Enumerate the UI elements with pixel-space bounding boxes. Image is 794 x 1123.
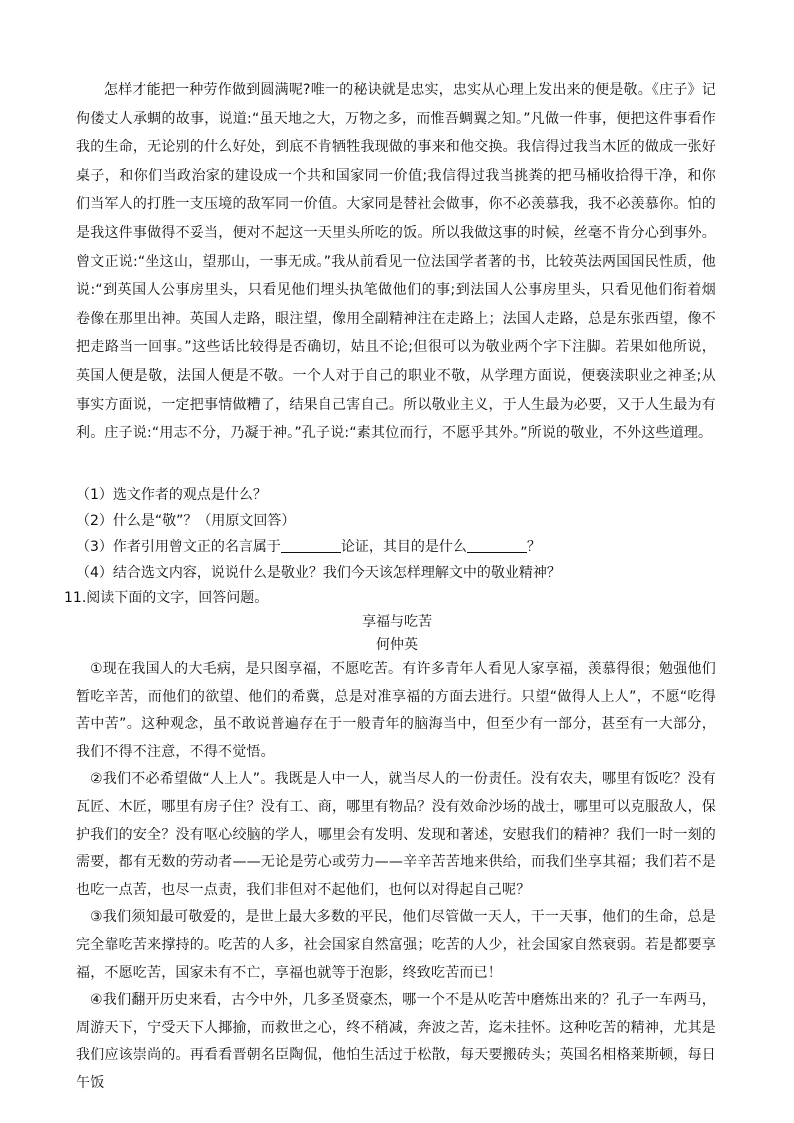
question-3-part-b: 论证，其目的是什么 [340, 539, 467, 555]
answer-blank [467, 538, 527, 553]
article-body [76, 656, 716, 1098]
article-paragraph-3: ③我们须知最可敬爱的，是世上最大多数的平民，他们尽管做一天人，干一天事，他们的生命，总是完全靠吃苦来撑持的。吃苦的人多，社会国家自然富强；吃苦的人少，社会国家自然衰弱。若是都要享福，不愿吃苦，国家未有不亡，享福也就等于泡影，终致吃苦而已！ [76, 909, 716, 981]
article-paragraph-4: ④我们翻开历史来看，古今中外，几多圣贤豪杰，哪一个不是从吃苦中磨炼出来的？孔子一车两马，周游天下，宁受天下人揶揄，而救世之心，终不稍减，奔波之苦，迄未挂怀。这种吃苦的精神，尤其是我们应该崇尚的。再看看晋朝名臣陶侃，他怕生活过于松散，每天要搬砖头；英国名相格莱斯顿，每日午饭 [76, 992, 716, 1091]
article-title: 享福与吃苦 [362, 614, 432, 630]
question-3-part-a: （3）作者引用曾文正的名言属于 [76, 539, 281, 555]
article-paragraph-2: ②我们不必希望做“人上人”。我既是人中一人，就当尽人的一份责任。没有农夫，哪里有饭吃？没有瓦匠、木匠，哪里有房子住？没有工、商，哪里有物品？没有效命沙场的战士，哪里可以克服敌人，保护我们的安全？没有呕心绞脑的学人，哪里会有发明、发现和著述，安慰我们的精神？我们一时一刻的需要，都有无数的劳动者——无论是劳心或劳力——辛辛苦苦地来供给，而我们坐享其福；我们若不是也吃一点苦，也尽一点责，我们非但对不起他们，也何以对得起自己呢？ [76, 771, 716, 898]
question-3 [76, 535, 716, 559]
question-1: （1）选文作者的观点是什么？ [76, 487, 267, 503]
article-paragraph-1: ①现在我国人的大毛病，是只图享福，不愿吃苦。有许多青年人看见人家享福，羡慕得很；勉强他们暂吃辛苦，而他们的欲望、他们的希冀，总是对准享福的方面去进行。只望“做得人上人”，不愿“吃得苦中苦”。这种观念，虽不敢说普遍存在于一般青年的脑海当中，但至少有一部分，甚至有一大部分，我们不得不注意，不得不觉悟。 [76, 661, 716, 760]
passage-one [76, 76, 716, 448]
question-11-heading: 11.阅读下面的文字，回答问题。 [64, 590, 269, 606]
answer-blank [281, 538, 341, 553]
passage-one-text: 怎样才能把一种劳作做到圆满呢?唯一的秘诀就是忠实，忠实从心理上发出来的便是敬。《庄子》记佝偻丈人承蜩的故事，说道:“虽天地之大，万物之多，而惟吾蜩翼之知。”凡做一件事，便把这件事看作我的生命，无论别的什么好处，到底不肯牺牲我现做的事来和他交换。我信得过我当木匠的做成一张好桌子，和你们当政治家的建设成一个共和国家同一价值;我信得过我当挑粪的把马桶收拾得干净，和你们当军人的打胜一支压境的敌军同一价值。大家同是替社会做事，你不必羡慕我，我不必羡慕你。怕的是我这件事做得不妥当，便对不起这一天里头所吃的饭。所以我做这事的时候，丝毫不肯分心到事外。曾文正说:“坐这山，望那山，一事无成。”我从前看见一位法国学者著的书，比较英法两国国民性质，他说:“到英国人公事房里头，只看见他们埋头执笔做他们的事;到法国人公事房里头，只看见他们衔着烟卷像在那里出神。英国人走路，眼注望，像用全副精神注在走路上；法国人走路，总是东张西望，像不把走路当一回事。”这些话比较得是否确切，姑且不论;但很可以为敬业两个字下注脚。若果如他所说，英国人便是敬，法国人便是不敬。一个人对于自己的职业不敬，从学理方面说，便亵渎职业之神圣;从事实方面说，一定把事情做糟了，结果自己害自己。所以敬业主义，于人生最为必要，又于人生最为有利。庄子说:“用志不分，乃凝于神。”孔子说:“素其位而行，不愿乎其外。”所说的敬业，不外这些道理。 [76, 82, 716, 442]
question-4: （4）结合选文内容，说说什么是敬业？我们今天该怎样理解文中的敬业精神？ [76, 565, 561, 581]
article-author: 何仲英 [376, 637, 418, 653]
question-2: （2）什么是“敬”？（用原文回答） [76, 513, 296, 529]
question-3-part-c: ？ [526, 539, 541, 555]
